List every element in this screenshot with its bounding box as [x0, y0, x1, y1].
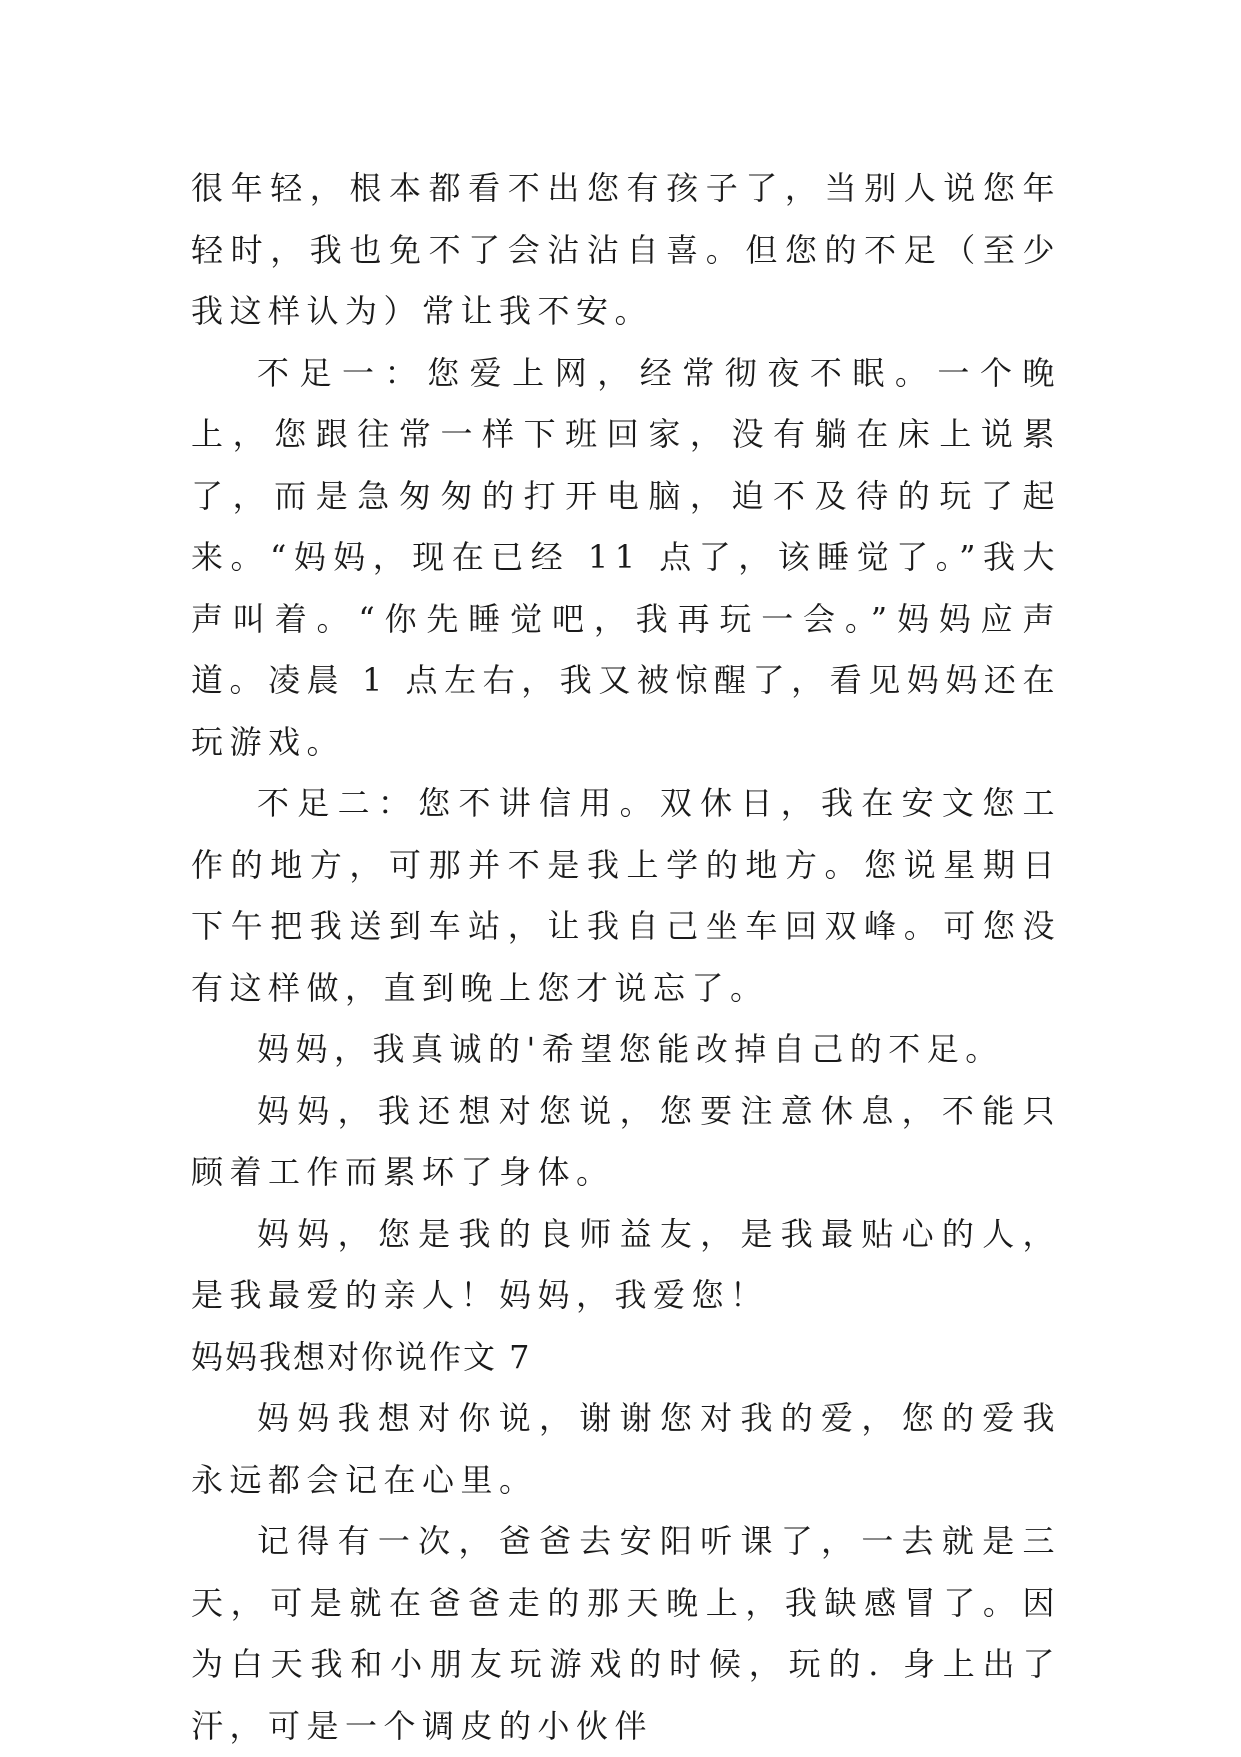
paragraph-3: 不足二：您不讲信用。双休日，我在安文您工作的地方，可那并不是我上学的地方。您说星期日下午把我送到车站，让我自己坐车回双峰。可您没有这样做，直到晚上您才说忘了。: [191, 784, 1061, 1007]
paragraph-4: 妈妈，我真诚的'希望您能改掉自己的不足。: [257, 1030, 1004, 1068]
paragraph-2: 不足一：您爱上网，经常彻夜不眠。一个晚上，您跟往常一样下班回家，没有躺在床上说累了，而是急匆匆的打开电脑，迫不及待的玩了起来。“妈妈，现在已经 11 点了，该睡觉了。”我大声叫着。“你先睡觉吧，我再玩一会。”妈妈应声道。凌晨 1 点左右，我又被惊醒了，看见妈妈还在玩游戏。: [191, 353, 1061, 761]
paragraph-1: 很年轻，根本都看不出您有孩子了，当别人说您年轻时，我也免不了会沾沾自喜。但您的不足（至少我这样认为）常让我不安。: [191, 169, 1061, 330]
paragraph-8: 记得有一次，爸爸去安阳听课了，一去就是三天，可是就在爸爸走的那天晚上，我缺感冒了。因为白天我和小朋友玩游戏的时候，玩的. 身上出了汗，可是一个调皮的小伙伴: [191, 1522, 1061, 1745]
section-heading: 妈妈我想对你说作文 7: [191, 1337, 532, 1376]
paragraph-7: 妈妈我想对你说，谢谢您对我的爱，您的爱我永远都会记在心里。: [191, 1399, 1061, 1499]
paragraph-6: 妈妈，您是我的良师益友，是我最贴心的人，是我最爱的亲人！妈妈，我爱您！: [191, 1214, 1061, 1314]
document-body: [191, 158, 1061, 1757]
paragraph-5: 妈妈，我还想对您说，您要注意休息，不能只顾着工作而累坏了身体。: [191, 1091, 1061, 1191]
